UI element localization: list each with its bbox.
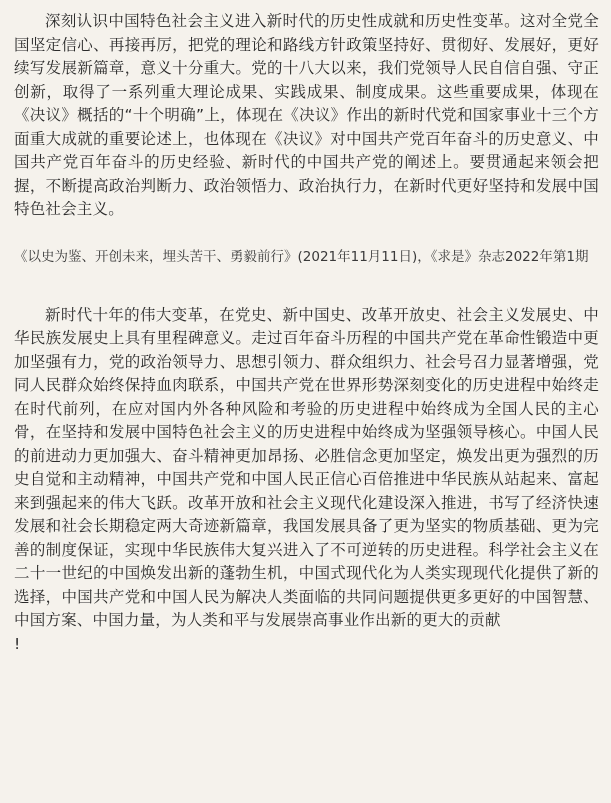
paragraph-1: 深刻认识中国特色社会主义进入新时代的历史性成就和历史性变革。这对全党全国坚定信心、再接再厉，把党的理论和路线方针政策坚持好、贯彻好、发展好，更好续写发展新篇章，意义十分重大。党的十八大以来，我们党领导人民自信自强、守正创新，取得了一系列重大理论成果、实践成果、制度成果。这些重要成果，体现在《决议》概括的“十个明确”上，体现在《决议》作出的新时代党和国家事业十三个方面重大成就的重要论述上，也体现在《决议》对中国共产党百年奋斗的历史意义、中国共产党百年奋斗的历史经验、新时代的中国共产党的阐述上。要贯通起来领会把握，不断提高政治判断力、政治领悟力、政治执行力，在新时代更好坚持和发展中国特色社会主义。 (14, 12, 599, 218)
citation-source: 《以史为鉴、开创未来，埋头苦干、勇毅前行》(2021年11月11日)，《求是》杂志2022年第1期 (14, 248, 589, 265)
trailing-mark: ! (14, 634, 21, 653)
paragraph-2: 新时代十年的伟大变革，在党史、新中国史、改革开放史、社会主义发展史、中华民族发展史上具有里程碑意义。走过百年奋斗历程的中国共产党在革命性锻造中更加坚强有力，党的政治领导力、思想引领力、群众组织力、社会号召力显著增强，党同人民群众始终保持血肉联系，中国共产党在世界形势深刻变化的历史进程中始终走在时代前列，在应对国内外各种风险和考验的历史进程中始终成为全国人民的主心骨，在坚持和发展中国特色社会主义的历史进程中始终成为坚强领导核心。中国人民的前进动力更加强大、奋斗精神更加昂扬、必胜信念更加坚定，焕发出更为强烈的历史自觉和主动精神，中国共产党和中国人民正信心百倍推进中华民族从站起来、富起来到强起来的伟大飞跃。改革开放和社会主义现代化建设深入推进，书写了经济快速发展和社会长期稳定两大奇迹新篇章，我国发展具备了更为坚实的物质基础、更为完善的制度保证，实现中华民族伟大复兴进入了不可逆转的历史进程。科学社会主义在二十一世纪的中国焕发出新的蓬勃生机，中国式现代化为人类实现现代化提供了新的选择，中国共产党和中国人民为解决人类面临的共同问题提供更多更好的中国智慧、中国方案、中国力量，为人类和平与发展崇高事业作出新的更大的贡献 (14, 305, 599, 629)
